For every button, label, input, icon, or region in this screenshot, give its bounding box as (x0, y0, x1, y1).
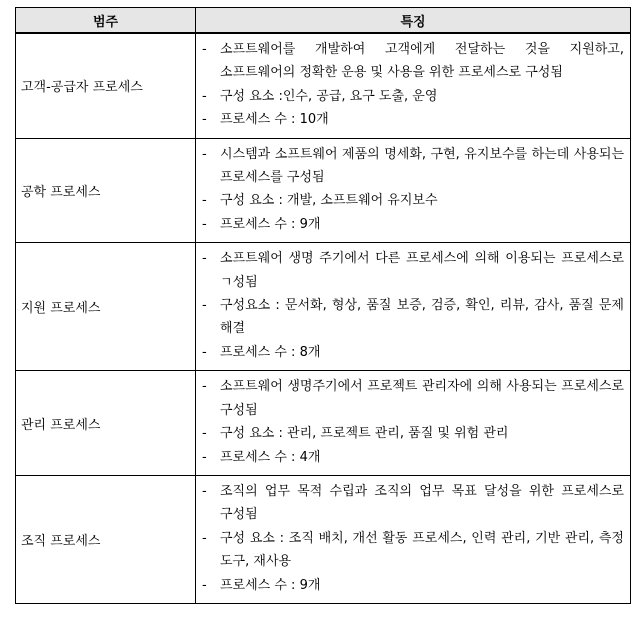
feature-cell (196, 33, 631, 138)
feature-cell (196, 243, 631, 371)
process-category-table (15, 7, 631, 604)
category-cell: 공학 프로세스 (16, 138, 196, 243)
feature-list-item (202, 247, 624, 294)
feature-text: 구성 요소 : 개발, 소프트웨어 유지보수 (220, 193, 438, 209)
bullet-dash: - (202, 530, 207, 546)
feature-text: 구성 요소 : 관리, 프로젝트 관리, 품질 및 위험 관리 (220, 426, 509, 442)
header-row (16, 8, 631, 34)
table-row (16, 33, 631, 138)
bullet-dash: - (202, 426, 207, 442)
bullet-dash: - (202, 379, 207, 395)
feature-text: 소프트웨어 생명 주기에서 다른 프로세스에 의해 이용되는 프로세스로 ㄱ성됨 (220, 251, 624, 290)
feature-cell (196, 371, 631, 476)
feature-text: 구성요소 : 문서화, 형상, 품질 보증, 검증, 확인, 리뷰, 감사, 품질 문제 해결 (220, 298, 624, 337)
table-row (16, 371, 631, 476)
feature-text: 소프트웨어를 개발하여 고객에게 전달하는 것을 지원하고, 소프트웨어의 정확한 운용 및 사용을 위한 프로세스로 구성됨 (220, 42, 624, 81)
feature-text: 프로세스 수 : 9개 (220, 577, 321, 593)
header-category: 범주 (16, 8, 196, 34)
table-row (16, 138, 631, 243)
feature-list-item (202, 189, 624, 212)
feature-list-item (202, 480, 624, 527)
bullet-dash: - (202, 344, 207, 360)
feature-list-item (202, 213, 624, 236)
process-table-container (15, 7, 630, 604)
feature-list-item (202, 375, 624, 422)
feature-text: 프로세스 수 : 8개 (220, 344, 321, 360)
feature-cell (196, 138, 631, 243)
header-feature: 특징 (196, 8, 631, 34)
feature-list-item (202, 108, 624, 131)
bullet-dash: - (202, 298, 207, 314)
feature-text: 조직의 업무 목적 수립과 조직의 업무 목표 달성을 위한 프로세스로 구성됨 (220, 483, 624, 523)
feature-text: 프로세스 수 : 4개 (220, 449, 321, 465)
bullet-dash: - (202, 483, 207, 499)
bullet-dash: - (202, 251, 207, 267)
category-cell: 조직 프로세스 (16, 475, 196, 603)
feature-list-item (202, 446, 624, 469)
category-cell: 지원 프로세스 (16, 243, 196, 371)
category-cell: 고객-공급자 프로세스 (16, 33, 196, 138)
bullet-dash: - (202, 577, 207, 593)
category-cell: 관리 프로세스 (16, 371, 196, 476)
feature-list-item (202, 294, 624, 341)
bullet-dash: - (202, 216, 207, 232)
feature-text: 프로세스 수 : 9개 (220, 216, 321, 232)
feature-text: 구성 요소 :인수, 공급, 요구 도출, 운영 (220, 88, 438, 104)
feature-list-item (202, 38, 624, 85)
bullet-dash: - (202, 146, 207, 162)
bullet-dash: - (202, 449, 207, 465)
bullet-dash: - (202, 112, 207, 128)
bullet-dash: - (202, 88, 207, 104)
feature-text: 프로세스 수 : 10개 (220, 112, 329, 128)
feature-cell (196, 475, 631, 603)
feature-text: 시스템과 소프트웨어 제품의 명세화, 구현, 유지보수를 하는데 사용되는 프로세스를 구성됨 (220, 146, 624, 186)
feature-list-item (202, 422, 624, 445)
table-body (16, 33, 631, 603)
bullet-dash: - (202, 193, 207, 209)
feature-text: 구성 요소 : 조직 배치, 개선 활동 프로세스, 인력 관리, 기반 관리, 측정 도구, 재사용 (220, 530, 624, 570)
feature-text: 소프트웨어 생명주기에서 프로젝트 관리자에 의해 사용되는 프로세스로 구성됨 (220, 379, 624, 418)
feature-list-item (202, 143, 624, 190)
table-row (16, 475, 631, 603)
feature-list-item (202, 527, 624, 574)
bullet-dash: - (202, 42, 207, 57)
feature-list-item (202, 341, 624, 364)
feature-list-item (202, 85, 624, 108)
feature-list-item (202, 574, 624, 597)
table-row (16, 243, 631, 371)
